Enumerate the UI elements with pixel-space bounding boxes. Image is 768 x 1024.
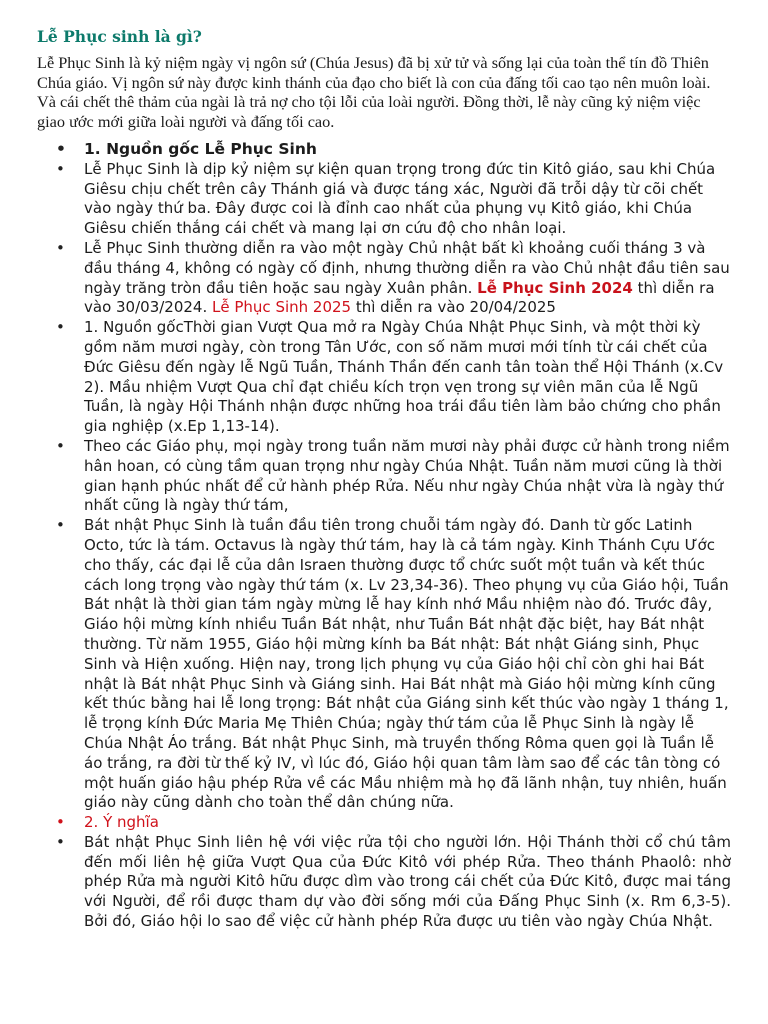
list-item-easter-dates	[37, 239, 731, 318]
section-heading-meaning: • 2. Ý nghĩa	[37, 813, 731, 833]
list-item: • Theo các Giáo phụ, mọi ngày trong tuần năm mươi này phải được cử hành trong niềm hân hoan, có cùng tầm quan trọng như ngày Chúa Nhật. Tuần năm mươi cũng là thời gian hạnh phúc nhất để cử hành phép Rửa. Nếu như ngày Chúa nhật vừa là ngày thứ nhất cũng là ngày thứ tám,	[37, 437, 731, 516]
section-heading-origin: • 1. Nguồn gốc Lễ Phục Sinh	[37, 140, 731, 160]
list-item-text: Lễ Phục Sinh thường diễn ra vào một ngày Chủ nhật bất kì khoảng cuối tháng 3 và đầu tháng 4, không có ngày cố định, nhưng thường diễn ra vào Chủ nhật đầu tiên sau ngày trăng tròn đầu tiên hoặc sau ngày Xuân phân.	[84, 238, 730, 297]
list-item-text: thì diễn ra vào 30/03/2024.	[84, 278, 715, 317]
list-item: • 1. Nguồn gốcThời gian Vượt Qua mở ra Ngày Chúa Nhật Phục Sinh, và một thời kỳ gồm năm mươi ngày, còn trong Tân Ước, con số năm mươi mới tính từ cái chết của Đức Giêsu đến ngày lễ Ngũ Tuần, Thánh Thần đến canh tân toàn thể Hội Thánh (x.Cv 2). Mầu nhiệm Vượt Qua chỉ đạt chiều kích trọn vẹn trong sự viên mãn của lễ Ngũ Tuần, là ngày Hội Thánh nhận được những hoa trái đầu tiên làm bảo chứng cho phần gia nghiệp (x.Ep 1,13-14).	[37, 318, 731, 437]
easter-2024-link[interactable]: Lễ Phục Sinh 2024	[477, 278, 633, 297]
list-item-text: thì diễn ra vào 20/04/2025	[351, 298, 556, 317]
content-list	[37, 140, 731, 932]
list-item: • Bát nhật Phục Sinh là tuần đầu tiên trong chuỗi tám ngày đó. Danh từ gốc Latinh Octo, tức là tám. Octavus là ngày thứ tám, hay là cả tám ngày. Kinh Thánh Cựu Ước cho thấy, các đại lễ của dân Israen thường được tổ chức suốt một tuần và kết thúc cách long trọng vào ngày thứ tám (x. Lv 23,34-36). Theo phụng vụ của Giáo hội, Tuần Bát nhật là thời gian tám ngày mừng lễ hay kính nhớ Mầu nhiệm nào đó. Trước đây, Giáo hội mừng kính nhiều Tuần Bát nhật, như Tuần Bát nhật đặc biệt, hay Bát nhật thường. Từ năm 1955, Giáo hội mừng kính ba Bát nhật: Bát nhật Giáng sinh, Phục Sinh và Hiện xuống. Hiện nay, trong lịch phụng vụ của Giáo hội chỉ còn ghi hai Bát nhật là Bát nhật Phục Sinh và Giáng sinh. Hai Bát nhật mà Giáo hội mừng kính cũng kết thúc bằng hai lễ long trọng: Bát nhật của Giáng sinh kết thúc vào ngày 1 tháng 1, lễ trọng kính Đức Maria Mẹ Thiên Chúa; ngày thứ tám của lễ Phục Sinh là ngày lễ Chúa Nhật Áo trắng. Bát nhật Phục Sinh, mà truyền thống Rôma quen gọi là Tuần lễ áo trắng, ra đời từ thế kỷ IV, vì lúc đó, Giáo hội quan tâm làm sao để các tân tòng có một huấn giáo hậu phép Rửa về các Mầu nhiệm mà họ đã lãnh nhận, tuy nhiên, huấn giáo này cũng dành cho toàn thể dân chúng nữa.	[37, 516, 731, 813]
page-title: Lễ Phục sinh là gì?	[37, 27, 202, 46]
list-item: • Bát nhật Phục Sinh liên hệ với việc rửa tội cho người lớn. Hội Thánh thời cổ chú tâm đến mối liên hệ giữa Vượt Qua của Đức Kitô với phép Rửa. Theo thánh Phaolô: nhờ phép Rửa mà người Kitô hữu được dìm vào trong cái chết của Đức Kitô, được mai táng với Người, để rồi được tham dự vào đời sống mới của Đấng Phục Sinh (x. Rm 6,3-5). Bởi đó, Giáo hội lo sao để việc cử hành phép Rửa được ưu tiên vào ngày Chúa Nhật.	[37, 833, 731, 932]
list-item: • Lễ Phục Sinh là dịp kỷ niệm sự kiện quan trọng trong đức tin Kitô giáo, sau khi Chúa Giêsu chịu chết trên cây Thánh giá và được táng xác, Người đã trỗi dậy từ cõi chết vào ngày thứ ba. Đây được coi là đỉnh cao nhất của phụng vụ Kitô giáo, khi Chúa Giêsu chiến thắng cái chết và mang lại ơn cứu độ cho nhân loại.	[37, 160, 731, 239]
easter-2025-link[interactable]: Lễ Phục Sinh 2025	[212, 298, 352, 317]
intro-paragraph: Lễ Phục Sinh là kỷ niệm ngày vị ngôn sứ (Chúa Jesus) đã bị xử tử và sống lại của toàn thể tín đồ Thiên Chúa giáo. Vị ngôn sứ này được kinh thánh của đạo cho biết là con của đấng tối cao tạo nên muôn loài. Và cái chết thê thảm của ngài là trả nợ cho tội lỗi của loài người. Đồng thời, lễ này cũng kỷ niệm việc giao ước mới giữa loài người và đấng tối cao.	[37, 53, 711, 131]
